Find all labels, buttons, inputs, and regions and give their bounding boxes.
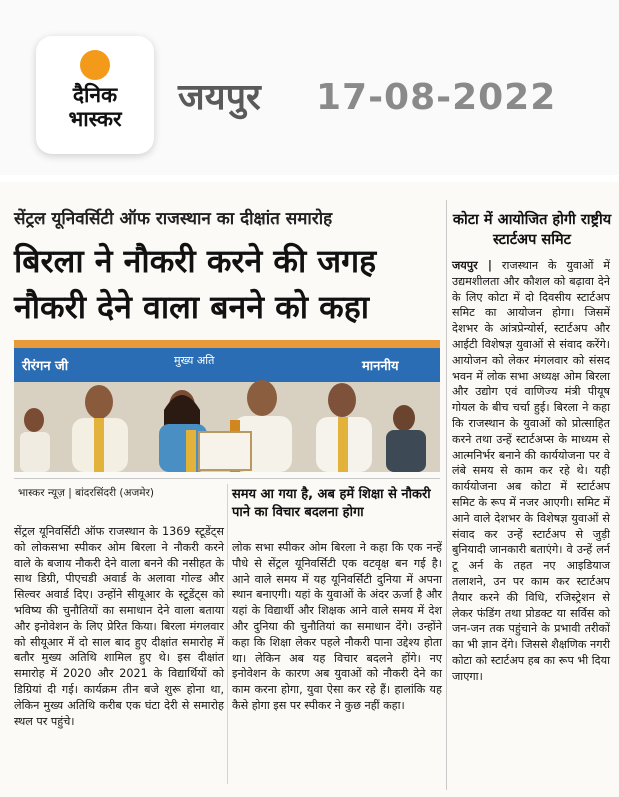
story-body-column-1: सेंट्रल यूनिवर्सिटी ऑफ राजस्थान के 1369 स्टूडेंट्स को लोकसभा स्पीकर ओम बिरला ने नौकरी करने वाले के बजाय नौकरी देने वाला बनने की नसीहत के साथ डिग्री, पीएचडी अवार्ड के अलावा गोल्ड और सिल्वर अवार्ड दिए। उन्होंने सीयूआर के स्टूडेंट्स को भविष्य की चुनौतियों का समाधान देने वाला बताया और इनोवेशन के लिए प्रेरित किया। बिरला मंगलवार को सीयूआर में दो साल बाद हुए दीक्षांत समारोह में बतौर मुख्य अतिथि शामिल हुए थे। इस दीक्षांत समारोह में 2020 और 2021 के विद्यार्थियों को डिग्रियां दी गई। कार्यक्रम तीन बजे शुरू होना था, लेकिन मुख्य अतिथि करीब एक घंटा देरी से समारोह स्थल पर पहुंचे।: [14, 525, 224, 728]
story-headline: बिरला ने नौकरी करने की जगह नौकरी देने वाला बनने को कहा: [14, 242, 377, 326]
story-kicker: सेंट्रल यूनिवर्सिटी ऑफ राजस्थान का दीक्षांत समारोह: [14, 209, 333, 229]
certificate: [199, 432, 251, 470]
story-byline: भास्कर न्यूज़ | बांदरसिंदरी (अजमेर): [18, 487, 154, 499]
story-body-column-2: लोक सभा स्पीकर ओम बिरला ने कहा कि एक नन्हें पौधे से सेंट्रल यूनिवर्सिटी एक वटवृक्ष बन गई है। आने वाले समय में यह यूनिवर्सिटी दुनिया में अपना स्थान बनाएगी। यहां के युवाओं के अंदर ऊर्जा है और यहां के विद्यार्थी और शिक्षक आने वाले समय में देश और दुनिया की चुनौतियां का समाधान देंगे। उन्होंने कहा कि शिक्षा लेकर पहले नौकरी पाना उद्देश्य होता था। लेकिन अब यह विचार बदलने होंगे। नए इनोवेशन के कारण अब युवाओं को नौकरी देने का काम करना होगा, युवा ऐसा कर रहे हैं। हालांकि यह कैसे होगा इस पर स्पीकर ने कुछ नहीं कहा।: [232, 541, 442, 712]
dainik-bhaskar-logo: [36, 36, 154, 154]
logo-text-line1: दैनिक: [72, 82, 118, 107]
side-story-headline: कोटा में आयोजित होगी राष्ट्रीय स्टार्टअप समिट: [452, 212, 612, 248]
news-photo: [14, 340, 440, 472]
masthead: [0, 0, 619, 175]
side-story-dateline: जयपुर |: [452, 259, 493, 272]
side-story-body: [452, 258, 610, 685]
photo-divider: [14, 478, 440, 479]
column-divider: [446, 200, 447, 790]
edition-date: 17-08-2022: [316, 77, 557, 118]
inner-column-divider: [227, 484, 228, 784]
banner-text-mid: मुख्य अति: [174, 354, 215, 367]
banner-text-right: माननीय: [362, 359, 399, 374]
banner-text-left: रीरंगन जी: [22, 359, 69, 374]
sun-icon: [80, 50, 110, 80]
edition-city: जयपुर: [178, 77, 261, 118]
side-story-text: राजस्थान के युवाओं में उद्यमशीलता और कौशल को बढ़ावा देने के लिए कोटा में दो दिवसीय स्टार्टअप समिट का आयोजन होगा। जिसमें देशभर के आंत्रप्रेन्योर्स, स्टार्टअप और आईटी विशेषज्ञ युवाओं से संवाद करेंगे। आयोजन को लेकर मंगलवार को संसद भवन में लोक सभा अध्यक्ष ओम बिरला और उद्योग एवं वाणिज्य मंत्री पीयूष गोयल के बीच चर्चा हुई। बिरला ने कहा कि राजस्थान के युवाओं को प्रोत्साहित करने तथा उन्हें स्टार्टअप्स के माध्यम से आत्मनिर्भर बनाने की कार्ययोजना पर वे लंबे समय से काम कर रहे थे। यही कार्ययोजना अब कोटा में स्टार्टअप समिट के रूप में नजर आएगी। समिट में आने वाले देशभर के विशेषज्ञ युवाओं से संवाद कर उन्हें स्टार्टअप से जुड़ी बुनियादी जानकारी बताएंगे। वे उन्हें लर्न टू अर्न के तहत नए आइडियाज तलाशने, उन पर काम कर स्टार्टअप तैयार करने की विधि, रजिस्ट्रेशन से लेकर फंडिंग तथा प्रोडक्ट या सर्विस को जन-जन तक पहुंचाने के प्रभावी तरीकों का भी ज्ञान देंगे। जिससे शैक्षणिक नगरी कोटा को स्टार्टअप हब का रूप भी दिया जाएगा।: [452, 259, 611, 683]
logo-text-line2: भास्कर: [68, 106, 122, 131]
story-subheading: समय आ गया है, अब हमें शिक्षा से नौकरी पाने का विचार बदलना होगा: [232, 487, 431, 520]
